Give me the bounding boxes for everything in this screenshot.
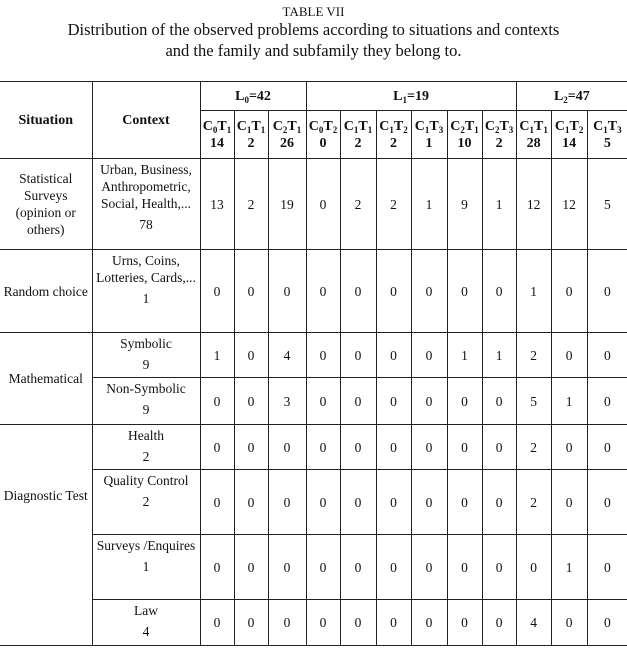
c-subscript: 2 xyxy=(282,124,288,135)
t-subscript: 1 xyxy=(260,124,266,135)
value-cell: 0 xyxy=(482,470,516,535)
c-subscript: 1 xyxy=(424,124,430,135)
t-subscript: 3 xyxy=(508,124,514,135)
value-cell: 0 xyxy=(376,600,411,646)
value-cell: 0 xyxy=(482,535,516,600)
value-cell: 0 xyxy=(482,425,516,470)
column-total: 2 xyxy=(247,135,255,151)
value-cell: 0 xyxy=(482,600,516,646)
group-letter: L xyxy=(235,88,245,104)
value-cell: 0 xyxy=(340,470,376,535)
c-subscript: 2 xyxy=(494,124,500,135)
value-cell: 0 xyxy=(587,378,627,425)
t-subscript: 1 xyxy=(367,124,373,135)
column-total: 2 xyxy=(390,135,398,151)
value-cell: 2 xyxy=(516,425,551,470)
context-total: 1 xyxy=(142,291,150,306)
column-total: 10 xyxy=(457,135,472,151)
value-cell: 0 xyxy=(587,470,627,535)
value-cell: 0 xyxy=(234,425,268,470)
c-subscript: 2 xyxy=(460,124,465,135)
column-total: 14 xyxy=(562,135,577,151)
context-cell xyxy=(92,333,200,378)
c-subscript: 1 xyxy=(603,124,608,135)
value-cell: 0 xyxy=(200,250,234,333)
value-cell: 0 xyxy=(268,470,306,535)
context-cell xyxy=(92,470,200,535)
group-count: =19 xyxy=(407,88,429,104)
value-cell: 12 xyxy=(516,159,551,250)
situation-cell: Mathematical xyxy=(0,333,92,425)
value-cell: 3 xyxy=(268,378,306,425)
value-cell: 0 xyxy=(551,470,587,535)
header-column: $C_1T_3$ 1 xyxy=(411,111,447,159)
value-cell: 0 xyxy=(447,250,482,333)
value-cell: 2 xyxy=(340,159,376,250)
table-label: TABLE VII xyxy=(282,4,345,19)
header-situation: Situation xyxy=(0,82,92,159)
value-cell: 2 xyxy=(516,470,551,535)
value-cell: 0 xyxy=(447,535,482,600)
context-cell xyxy=(92,535,200,600)
group-subscript: 0 xyxy=(244,94,249,105)
value-cell: 0 xyxy=(587,333,627,378)
table-row xyxy=(0,250,627,333)
value-cell: 1 xyxy=(551,378,587,425)
value-cell: 0 xyxy=(447,600,482,646)
header-column: $C_0T_2$ 0 xyxy=(306,111,340,159)
value-cell: 0 xyxy=(306,470,340,535)
value-cell: 2 xyxy=(234,159,268,250)
context-total: 78 xyxy=(139,217,153,232)
value-cell: 0 xyxy=(376,535,411,600)
header-column: $C_1T_3$ 5 xyxy=(587,111,627,159)
value-cell: 1 xyxy=(447,333,482,378)
column-total: 2 xyxy=(354,135,362,151)
column-total: 26 xyxy=(280,135,295,151)
context-cell xyxy=(92,600,200,646)
value-cell: 0 xyxy=(340,378,376,425)
value-cell: 13 xyxy=(200,159,234,250)
value-cell: 0 xyxy=(551,333,587,378)
context-label: Health xyxy=(128,428,164,443)
column-total: 28 xyxy=(526,135,541,151)
value-cell: 0 xyxy=(551,600,587,646)
context-label: Symbolic xyxy=(120,336,172,351)
group-letter: L xyxy=(553,88,564,104)
value-cell: 0 xyxy=(306,250,340,333)
value-cell: 0 xyxy=(376,378,411,425)
value-cell: 0 xyxy=(411,470,447,535)
group-subscript: 1 xyxy=(402,94,407,105)
context-label: Non-Symbolic xyxy=(106,381,186,396)
situation-cell: Random choice xyxy=(0,250,92,333)
value-cell: 0 xyxy=(200,425,234,470)
value-cell: 2 xyxy=(376,159,411,250)
header-column: $C_2T_1$ 26 xyxy=(268,111,306,159)
value-cell: 0 xyxy=(306,159,340,250)
header-column: $C_2T_1$ 10 xyxy=(447,111,482,159)
value-cell: 0 xyxy=(482,378,516,425)
header-column: $C_1T_1$ 28 xyxy=(516,111,551,159)
t-subscript: 3 xyxy=(438,124,444,135)
t-subscript: 3 xyxy=(617,124,622,135)
header-column: $C_1T_2$ 2 xyxy=(376,111,411,159)
value-cell: 1 xyxy=(411,159,447,250)
value-cell: 0 xyxy=(376,333,411,378)
value-cell: 0 xyxy=(447,470,482,535)
table-row xyxy=(0,535,627,600)
value-cell: 0 xyxy=(411,250,447,333)
value-cell: 0 xyxy=(306,535,340,600)
value-cell: 0 xyxy=(376,250,411,333)
value-cell: 0 xyxy=(340,333,376,378)
context-cell xyxy=(92,159,200,250)
value-cell: 0 xyxy=(234,470,268,535)
value-cell: 0 xyxy=(200,600,234,646)
header-column: $C_1T_2$ 14 xyxy=(551,111,587,159)
value-cell: 0 xyxy=(587,425,627,470)
value-cell: 0 xyxy=(234,535,268,600)
t-subscript: 1 xyxy=(296,124,302,135)
c-subscript: 0 xyxy=(318,124,324,135)
value-cell: 1 xyxy=(482,333,516,378)
value-cell: 0 xyxy=(551,425,587,470)
table-row xyxy=(0,600,627,646)
value-cell: 0 xyxy=(376,470,411,535)
header-column: $C_2T_3$ 2 xyxy=(482,111,516,159)
value-cell: 0 xyxy=(340,535,376,600)
c-subscript: 1 xyxy=(353,124,359,135)
t-subscript: 2 xyxy=(578,124,584,135)
value-cell: 0 xyxy=(200,470,234,535)
header-column: $C_1T_1$ 2 xyxy=(234,111,268,159)
value-cell: 0 xyxy=(268,600,306,646)
column-total: 2 xyxy=(495,135,503,151)
value-cell: 1 xyxy=(516,250,551,333)
table-caption xyxy=(0,4,627,61)
distribution-table xyxy=(0,81,627,646)
context-label: Quality Control xyxy=(103,473,189,488)
value-cell: 1 xyxy=(551,535,587,600)
value-cell: 9 xyxy=(447,159,482,250)
header-group-row xyxy=(0,82,627,111)
value-cell: 2 xyxy=(516,333,551,378)
c-subscript: 1 xyxy=(565,124,570,135)
value-cell: 0 xyxy=(234,600,268,646)
value-cell: 0 xyxy=(447,378,482,425)
caption-line-2: and the family and subfamily they belong to. xyxy=(165,41,462,60)
value-cell: 4 xyxy=(268,333,306,378)
t-subscript: 1 xyxy=(226,124,232,135)
context-total: 2 xyxy=(142,449,150,464)
value-cell: 0 xyxy=(482,250,516,333)
value-cell: 0 xyxy=(268,535,306,600)
value-cell: 0 xyxy=(234,333,268,378)
context-label: Surveys /Enquires xyxy=(96,538,196,553)
context-label: Urban, Business, Anthropometric, Social, Health,... xyxy=(100,162,192,211)
header-column: $C_0T_1$ 14 xyxy=(200,111,234,159)
value-cell: 0 xyxy=(340,425,376,470)
value-cell: 4 xyxy=(516,600,551,646)
value-cell: 0 xyxy=(411,600,447,646)
c-subscript: 1 xyxy=(246,124,252,135)
value-cell: 12 xyxy=(551,159,587,250)
caption-line-1: Distribution of the observed problems according to situations and contexts xyxy=(67,20,560,39)
header-group-L1 xyxy=(306,82,516,111)
value-cell: 0 xyxy=(411,378,447,425)
value-cell: 0 xyxy=(306,378,340,425)
header-context: Context xyxy=(92,82,200,159)
header-column: $C_1T_1$ 2 xyxy=(340,111,376,159)
context-label: Law xyxy=(134,603,158,618)
context-cell xyxy=(92,425,200,470)
value-cell: 0 xyxy=(200,535,234,600)
table-row xyxy=(0,333,627,378)
value-cell: 5 xyxy=(587,159,627,250)
header-group-L2 xyxy=(516,82,627,111)
context-total: 9 xyxy=(142,357,150,372)
value-cell: 0 xyxy=(447,425,482,470)
context-cell xyxy=(92,378,200,425)
column-total: 14 xyxy=(210,135,224,151)
c-subscript: 1 xyxy=(389,124,394,135)
t-subscript: 1 xyxy=(543,124,548,135)
t-subscript: 2 xyxy=(332,124,338,135)
t-subscript: 1 xyxy=(474,124,479,135)
context-total: 4 xyxy=(142,624,150,639)
value-cell: 5 xyxy=(516,378,551,425)
value-cell: 0 xyxy=(306,333,340,378)
table-row xyxy=(0,470,627,535)
situation-cell: Statistical Surveys (opinion or others) xyxy=(0,159,92,250)
context-total: 9 xyxy=(142,402,150,417)
value-cell: 0 xyxy=(340,600,376,646)
value-cell: 0 xyxy=(411,425,447,470)
context-label: Urns, Coins, Lotteries, Cards,... xyxy=(96,253,196,285)
c-subscript: 1 xyxy=(529,124,534,135)
column-total: 0 xyxy=(319,135,327,151)
value-cell: 0 xyxy=(340,250,376,333)
value-cell: 0 xyxy=(587,250,627,333)
value-cell: 0 xyxy=(306,425,340,470)
value-cell: 0 xyxy=(516,535,551,600)
group-subscript: 2 xyxy=(563,94,568,105)
c-subscript: 0 xyxy=(212,124,218,135)
column-total: 5 xyxy=(603,135,611,151)
value-cell: 0 xyxy=(200,378,234,425)
context-cell xyxy=(92,250,200,333)
t-subscript: 2 xyxy=(403,124,408,135)
group-letter: L xyxy=(393,88,403,104)
situation-cell: Diagnostic Test xyxy=(0,425,92,646)
value-cell: 0 xyxy=(411,535,447,600)
table-row xyxy=(0,425,627,470)
value-cell: 0 xyxy=(234,250,268,333)
value-cell: 1 xyxy=(200,333,234,378)
value-cell: 0 xyxy=(268,250,306,333)
value-cell: 0 xyxy=(551,250,587,333)
header-group-L0 xyxy=(200,82,306,111)
value-cell: 0 xyxy=(587,535,627,600)
group-count: =42 xyxy=(248,88,271,104)
value-cell: 19 xyxy=(268,159,306,250)
value-cell: 0 xyxy=(376,425,411,470)
value-cell: 1 xyxy=(482,159,516,250)
column-total: 1 xyxy=(425,135,433,151)
value-cell: 0 xyxy=(234,378,268,425)
table-row xyxy=(0,159,627,250)
context-total: 2 xyxy=(142,494,150,509)
group-count: =47 xyxy=(567,88,590,104)
value-cell: 0 xyxy=(587,600,627,646)
table-row xyxy=(0,378,627,425)
context-total: 1 xyxy=(142,559,150,574)
value-cell: 0 xyxy=(411,333,447,378)
value-cell: 0 xyxy=(306,600,340,646)
value-cell: 0 xyxy=(268,425,306,470)
